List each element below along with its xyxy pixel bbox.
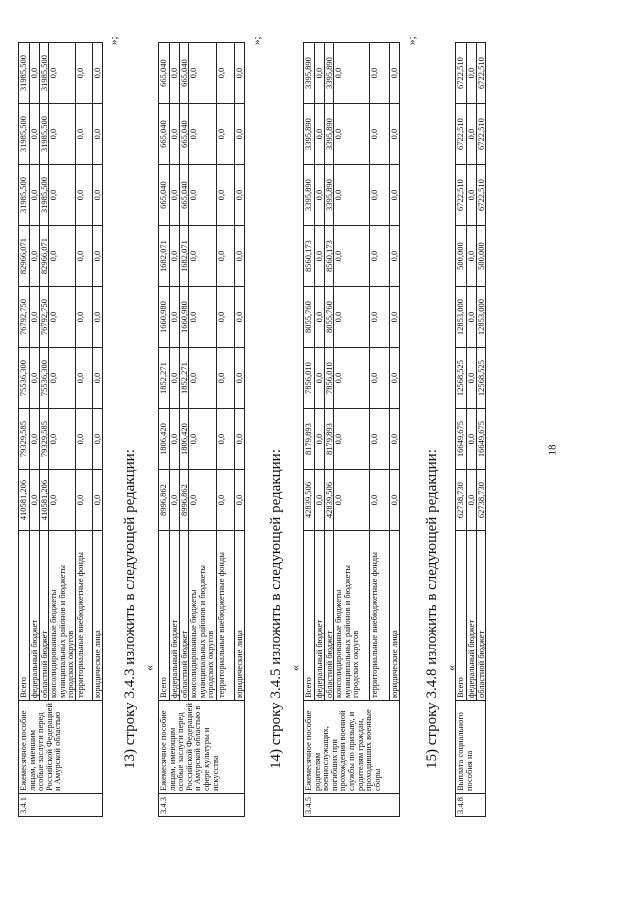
table-row [49, 43, 76, 817]
value-cell: 0,0 [334, 104, 370, 165]
value-cell: 0,0 [467, 165, 477, 226]
table-row [39, 43, 49, 817]
value-cell: 0,0 [75, 165, 92, 226]
value-cell: 0,0 [217, 43, 235, 104]
value-cell: 0,0 [30, 348, 40, 409]
value-cell: 0,0 [92, 165, 102, 226]
value-cell: 665,040 [159, 165, 170, 226]
value-cell: 665,040 [179, 165, 189, 226]
value-cell: 0,0 [334, 43, 370, 104]
funding-source-label: Всего [159, 531, 170, 701]
table-row [370, 43, 390, 817]
value-cell: 0,0 [49, 287, 76, 348]
value-cell: 31985,500 [39, 43, 49, 104]
value-cell: 0,0 [170, 348, 180, 409]
value-cell: 3395,890 [304, 43, 315, 104]
funding-source-label: территориальные внебюджетные фонды [75, 531, 92, 701]
funding-source-label: Всего [456, 531, 467, 701]
funding-source-label: областной бюджет [476, 531, 486, 701]
value-cell: 0,0 [189, 470, 217, 531]
value-cell: 0,0 [390, 470, 400, 531]
value-cell: 8055,760 [304, 287, 315, 348]
funding-source-label: консолидированные бюджеты муниципальных районов и бюджеты городских округов [189, 531, 217, 701]
value-cell: 6722,510 [476, 165, 486, 226]
funding-source-label: Всего [19, 531, 30, 701]
table-row [170, 43, 180, 817]
value-cell: 6722,510 [476, 43, 486, 104]
funding-source-label: юридические лица [235, 531, 245, 701]
value-cell: 0,0 [235, 287, 245, 348]
value-cell: 0,0 [92, 287, 102, 348]
value-cell: 0,0 [315, 348, 325, 409]
value-cell: 3395,890 [324, 165, 334, 226]
value-cell: 75536,300 [39, 348, 49, 409]
funding-source-label: юридические лица [390, 531, 400, 701]
section-heading: 13) строку 3.4.3 изложить в следующей редакции: [122, 449, 138, 769]
value-cell: 0,0 [170, 43, 180, 104]
value-cell: 0,0 [467, 287, 477, 348]
opening-quote: « [142, 665, 156, 671]
value-cell: 0,0 [390, 43, 400, 104]
value-cell: 0,0 [467, 104, 477, 165]
value-cell: 1660,980 [159, 287, 170, 348]
value-cell: 410581,206 [19, 470, 30, 531]
value-cell: 31985,500 [39, 165, 49, 226]
funding-source-label: федеральный бюджет [170, 531, 180, 701]
value-cell: 0,0 [92, 470, 102, 531]
value-cell: 0,0 [315, 165, 325, 226]
funding-source-label: федеральный бюджет [467, 531, 477, 701]
value-cell: 31985,500 [19, 165, 30, 226]
table-row [75, 43, 92, 817]
value-cell: 76792,750 [19, 287, 30, 348]
value-cell: 0,0 [75, 226, 92, 287]
value-cell: 0,0 [390, 348, 400, 409]
value-cell: 8560,173 [304, 226, 315, 287]
value-cell: 8179,893 [324, 409, 334, 470]
funding-source-label: территориальные внебюджетные фонды [370, 531, 390, 701]
value-cell: 665,040 [179, 104, 189, 165]
value-cell: 75536,300 [19, 348, 30, 409]
value-cell: 0,0 [370, 470, 390, 531]
budget-table-3-4-8 [455, 42, 486, 817]
value-cell: 82966,071 [39, 226, 49, 287]
value-cell: 42839,506 [324, 470, 334, 531]
value-cell: 0,0 [235, 43, 245, 104]
table-row [217, 43, 235, 817]
funding-source-label: федеральный бюджет [315, 531, 325, 701]
table-row [235, 43, 245, 817]
value-cell: 79329,585 [19, 409, 30, 470]
value-cell: 0,0 [170, 287, 180, 348]
value-cell: 0,0 [189, 165, 217, 226]
value-cell: 0,0 [189, 104, 217, 165]
value-cell: 8179,893 [304, 409, 315, 470]
row-code: 3.4.1 [19, 794, 103, 817]
value-cell: 0,0 [30, 409, 40, 470]
value-cell: 0,0 [467, 226, 477, 287]
value-cell: 0,0 [92, 43, 102, 104]
value-cell: 0,0 [370, 165, 390, 226]
table-row [92, 43, 102, 817]
table-row [159, 43, 170, 817]
value-cell: 0,0 [92, 348, 102, 409]
value-cell: 0,0 [189, 226, 217, 287]
value-cell: 0,0 [390, 165, 400, 226]
value-cell: 0,0 [235, 470, 245, 531]
table-row [30, 43, 40, 817]
value-cell: 0,0 [334, 165, 370, 226]
value-cell: 0,0 [189, 43, 217, 104]
value-cell: 3395,890 [324, 43, 334, 104]
budget-table-3-4-5 [303, 42, 400, 817]
closing-quote: »; [251, 36, 263, 45]
value-cell: 665,040 [159, 104, 170, 165]
funding-source-label: юридические лица [92, 531, 102, 701]
row-code: 3.4.5 [304, 794, 400, 817]
value-cell: 31985,500 [39, 104, 49, 165]
funding-source-label: Всего [304, 531, 315, 701]
value-cell: 6722,510 [456, 104, 467, 165]
section-heading: 15) строку 3.4.8 изложить в следующей редакции: [424, 449, 440, 769]
value-cell: 1806,420 [179, 409, 189, 470]
value-cell: 8055,760 [324, 287, 334, 348]
value-cell: 665,040 [159, 43, 170, 104]
value-cell: 8560,173 [324, 226, 334, 287]
value-cell: 7856,010 [324, 348, 334, 409]
closing-quote: »; [406, 36, 418, 45]
value-cell: 0,0 [189, 287, 217, 348]
value-cell: 0,0 [92, 104, 102, 165]
value-cell: 0,0 [189, 409, 217, 470]
value-cell: 0,0 [390, 409, 400, 470]
value-cell: 1682,071 [179, 226, 189, 287]
measure-title: Ежемесячное пособие лицам, имевшим особые заслуги перед Российской Федерацией и Амурской областью [19, 701, 103, 794]
funding-source-label: территориальные внебюджетные фонды [217, 531, 235, 701]
table-row [19, 43, 30, 817]
value-cell: 12568,525 [456, 348, 467, 409]
value-cell: 0,0 [189, 348, 217, 409]
opening-quote: « [288, 665, 302, 671]
value-cell: 500,000 [456, 226, 467, 287]
value-cell: 0,0 [315, 104, 325, 165]
value-cell: 16649,675 [476, 409, 486, 470]
value-cell: 7856,010 [304, 348, 315, 409]
value-cell: 1806,420 [159, 409, 170, 470]
value-cell: 0,0 [235, 226, 245, 287]
value-cell: 0,0 [30, 104, 40, 165]
value-cell: 0,0 [315, 409, 325, 470]
table-row [189, 43, 217, 817]
value-cell: 82966,071 [19, 226, 30, 287]
row-code: 3.4.3 [159, 794, 245, 817]
value-cell: 0,0 [370, 43, 390, 104]
value-cell: 0,0 [217, 226, 235, 287]
value-cell: 410581,206 [39, 470, 49, 531]
value-cell: 0,0 [92, 226, 102, 287]
funding-source-label: консолидированные бюджеты муниципальных районов и бюджеты городских округов [334, 531, 370, 701]
value-cell: 0,0 [49, 470, 76, 531]
value-cell: 0,0 [235, 165, 245, 226]
value-cell: 0,0 [334, 226, 370, 287]
value-cell: 0,0 [30, 287, 40, 348]
value-cell: 0,0 [170, 226, 180, 287]
value-cell: 16649,675 [456, 409, 467, 470]
value-cell: 0,0 [217, 348, 235, 409]
table-row [315, 43, 325, 817]
funding-source-label: областной бюджет [324, 531, 334, 701]
value-cell: 0,0 [217, 409, 235, 470]
value-cell: 0,0 [75, 409, 92, 470]
value-cell: 0,0 [390, 104, 400, 165]
value-cell: 8996,862 [179, 470, 189, 531]
value-cell: 0,0 [217, 104, 235, 165]
value-cell: 0,0 [217, 287, 235, 348]
value-cell: 0,0 [30, 226, 40, 287]
value-cell: 42839,506 [304, 470, 315, 531]
value-cell: 0,0 [370, 409, 390, 470]
value-cell: 0,0 [30, 43, 40, 104]
table-row [179, 43, 189, 817]
value-cell: 1852,271 [179, 348, 189, 409]
value-cell: 0,0 [370, 226, 390, 287]
table-row [304, 43, 315, 817]
closing-quote: »; [108, 36, 120, 45]
funding-source-label: консолидированные бюджеты муниципальных районов и бюджеты городских округов [49, 531, 76, 701]
section-heading: 14) строку 3.4.5 изложить в следующей редакции: [268, 449, 284, 769]
value-cell: 0,0 [390, 226, 400, 287]
measure-title: Ежемесячное пособие родителям военнослужащих, погибших при прохождении военной службы по призыву, и родителям граждан, проходивших военные сборы [304, 701, 400, 794]
value-cell: 0,0 [170, 409, 180, 470]
value-cell: 0,0 [49, 348, 76, 409]
value-cell: 79329,585 [39, 409, 49, 470]
table-row [456, 43, 467, 817]
value-cell: 0,0 [30, 165, 40, 226]
funding-source-label: областной бюджет [39, 531, 49, 701]
value-cell: 0,0 [235, 104, 245, 165]
value-cell: 0,0 [49, 43, 76, 104]
value-cell: 0,0 [75, 470, 92, 531]
row-code: 3.4.8 [456, 794, 486, 817]
value-cell: 0,0 [49, 165, 76, 226]
value-cell: 0,0 [235, 409, 245, 470]
value-cell: 1852,271 [159, 348, 170, 409]
value-cell: 0,0 [467, 470, 477, 531]
value-cell: 0,0 [315, 226, 325, 287]
value-cell: 0,0 [370, 348, 390, 409]
value-cell: 12853,000 [456, 287, 467, 348]
page-number: 18 [546, 444, 559, 456]
value-cell: 31985,500 [19, 104, 30, 165]
value-cell: 0,0 [217, 470, 235, 531]
value-cell: 3395,890 [304, 165, 315, 226]
table-row [324, 43, 334, 817]
value-cell: 0,0 [370, 287, 390, 348]
table-row [476, 43, 486, 817]
value-cell: 0,0 [170, 104, 180, 165]
value-cell: 12853,000 [476, 287, 486, 348]
value-cell: 0,0 [170, 470, 180, 531]
value-cell: 62738,730 [476, 470, 486, 531]
value-cell: 0,0 [315, 470, 325, 531]
value-cell: 62738,730 [456, 470, 467, 531]
table-row [334, 43, 370, 817]
measure-title: Ежемесячное пособие лицам, имеющим особые заслуги перед Российской Федерацией и Амурской областью в сфере культуры и искусства [159, 701, 245, 794]
funding-source-label: федеральный бюджет [30, 531, 40, 701]
value-cell: 0,0 [467, 409, 477, 470]
value-cell: 3395,890 [304, 104, 315, 165]
value-cell: 0,0 [49, 409, 76, 470]
value-cell: 3395,890 [324, 104, 334, 165]
value-cell: 6722,510 [456, 165, 467, 226]
value-cell: 0,0 [334, 287, 370, 348]
value-cell: 0,0 [75, 348, 92, 409]
value-cell: 0,0 [315, 43, 325, 104]
value-cell: 31985,500 [19, 43, 30, 104]
value-cell: 8996,862 [159, 470, 170, 531]
value-cell: 0,0 [467, 348, 477, 409]
value-cell: 0,0 [334, 348, 370, 409]
measure-title: Выплата социального пособия на [456, 701, 486, 794]
value-cell: 0,0 [30, 470, 40, 531]
value-cell: 0,0 [75, 43, 92, 104]
value-cell: 0,0 [334, 470, 370, 531]
value-cell: 0,0 [49, 104, 76, 165]
budget-table-3-4-3 [158, 42, 245, 817]
opening-quote: « [444, 665, 458, 671]
value-cell: 0,0 [217, 165, 235, 226]
table-row [390, 43, 400, 817]
value-cell: 1660,980 [179, 287, 189, 348]
value-cell: 665,040 [179, 43, 189, 104]
value-cell: 0,0 [49, 226, 76, 287]
value-cell: 0,0 [235, 348, 245, 409]
value-cell: 0,0 [315, 287, 325, 348]
value-cell: 1682,071 [159, 226, 170, 287]
value-cell: 0,0 [390, 287, 400, 348]
value-cell: 76792,750 [39, 287, 49, 348]
value-cell: 0,0 [334, 409, 370, 470]
value-cell: 0,0 [75, 104, 92, 165]
value-cell: 0,0 [92, 409, 102, 470]
value-cell: 6722,510 [456, 43, 467, 104]
budget-table-3-4-1 [18, 42, 103, 817]
value-cell: 500,000 [476, 226, 486, 287]
funding-source-label: областной бюджет [179, 531, 189, 701]
value-cell: 6722,510 [476, 104, 486, 165]
value-cell: 0,0 [170, 165, 180, 226]
value-cell: 0,0 [467, 43, 477, 104]
value-cell: 0,0 [75, 287, 92, 348]
value-cell: 12568,525 [476, 348, 486, 409]
table-row [467, 43, 477, 817]
value-cell: 0,0 [370, 104, 390, 165]
